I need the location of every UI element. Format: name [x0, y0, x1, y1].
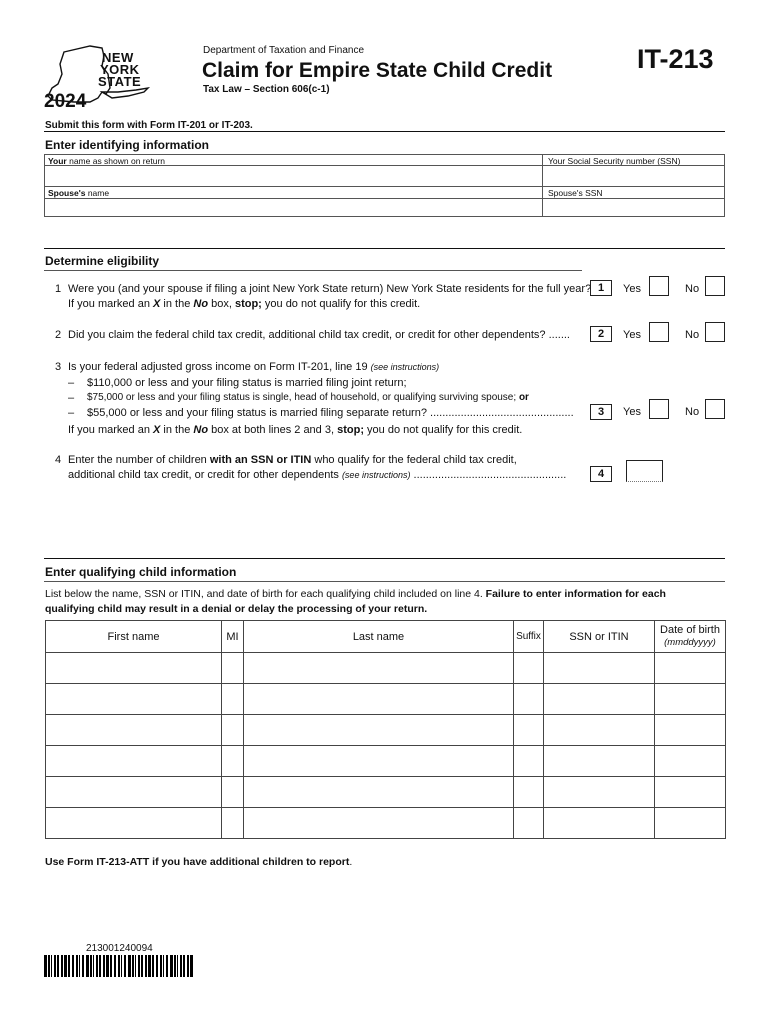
header-divider: [44, 131, 725, 132]
nys-logo: [44, 44, 154, 112]
barcode-bar: [64, 955, 67, 977]
child-mi-field[interactable]: [222, 661, 243, 676]
child-dob-field[interactable]: [655, 661, 725, 676]
spouse-name-field[interactable]: [47, 199, 541, 216]
q4-number: 4: [55, 454, 62, 466]
table-row: [46, 777, 726, 808]
col-mi: MI: [222, 621, 244, 653]
child-first-name-field[interactable]: [46, 661, 221, 676]
barcode-bar: [96, 955, 98, 977]
children-table: [45, 620, 726, 839]
children-table-header: [46, 621, 726, 653]
q3-bullet-3: $55,000 or less and your filing status is married filing separate return? ...............................................: [87, 407, 574, 419]
barcode-bar: [82, 955, 84, 977]
barcode-bar: [72, 955, 74, 977]
barcode-bar: [180, 955, 182, 977]
barcode-bar: [145, 955, 147, 977]
q3-bullet-1-dash: –: [68, 377, 75, 389]
barcode-bar: [68, 955, 70, 977]
q2-no-label: No: [685, 329, 700, 341]
form-title: Claim for Empire State Child Credit: [202, 59, 553, 82]
col-suffix: Suffix: [514, 621, 544, 653]
eligibility-section-title: Determine eligibility: [45, 254, 160, 268]
q1-text: Were you (and your spouse if filing a joint New York State return) New York State residents for the full year?: [68, 283, 592, 295]
q3-bullet-2-dash: –: [68, 392, 75, 404]
child-last-name-field[interactable]: [244, 692, 513, 707]
form-number: IT-213: [637, 44, 714, 74]
children-instructions-line1: List below the name, SSN or ITIN, and date of birth for each qualifying child included on line 4. Failure to enter information for each: [45, 588, 666, 600]
child-mi-field[interactable]: [222, 692, 243, 707]
child-ssn-field[interactable]: [544, 692, 654, 707]
barcode-bar: [106, 955, 109, 977]
col-dob: Date of birth (mmddyyyy): [655, 621, 726, 653]
barcode-bar: [51, 955, 52, 977]
q2-yes-checkbox[interactable]: [649, 322, 669, 342]
children-top-divider: [44, 558, 725, 559]
q1-number: 1: [55, 283, 62, 295]
child-mi-field[interactable]: [222, 785, 243, 800]
logo-text-new: NEW: [102, 50, 134, 65]
q1-note: If you marked an X in the No box, stop; you do not qualify for this credit.: [68, 298, 421, 310]
child-ssn-field[interactable]: [544, 661, 654, 676]
children-instructions-line2: qualifying child may result in a denial or delay the processing of your return.: [45, 603, 428, 615]
q3-no-label: No: [685, 406, 700, 418]
barcode-bar: [61, 955, 63, 977]
child-mi-field[interactable]: [222, 816, 243, 831]
barcode-bar: [48, 955, 50, 977]
barcode-bar: [44, 955, 47, 977]
submit-note: Submit this form with Form IT-201 or IT-203.: [45, 120, 253, 131]
q1-yes-checkbox[interactable]: [649, 276, 669, 296]
col-first-name: First name: [46, 621, 222, 653]
child-ssn-field[interactable]: [544, 785, 654, 800]
primary-row-divider: [44, 165, 725, 166]
q2-no-checkbox[interactable]: [705, 322, 725, 342]
your-name-field[interactable]: [47, 167, 541, 186]
barcode-bar: [152, 955, 154, 977]
department-name: Department of Taxation and Finance: [203, 45, 365, 56]
additional-children-note: Use Form IT-213-ATT if you have additional children to report.: [45, 856, 353, 868]
child-ssn-field[interactable]: [544, 816, 654, 831]
child-dob-field[interactable]: [655, 816, 725, 831]
line-1-box: 1: [590, 280, 612, 296]
barcode-bar: [174, 955, 176, 977]
barcode-bar: [124, 955, 126, 977]
q4-children-count-field[interactable]: [626, 460, 663, 482]
barcode-bar: [183, 955, 185, 977]
barcode-bar: [110, 955, 112, 977]
child-last-name-field[interactable]: [244, 661, 513, 676]
barcode-bar: [190, 955, 193, 977]
your-ssn-field[interactable]: [547, 167, 722, 186]
q3-bullet-1: $110,000 or less and your filing status is married filing joint return;: [87, 377, 407, 389]
barcode-bar: [93, 955, 94, 977]
barcode-bar: [163, 955, 164, 977]
barcode-bar: [160, 955, 162, 977]
q2-number: 2: [55, 329, 62, 341]
spouse-name-label: Spouse's name: [48, 188, 110, 198]
child-suffix-field[interactable]: [514, 692, 543, 707]
children-title-underline: [44, 581, 725, 582]
q3-note: If you marked an X in the No box at both lines 2 and 3, stop; you do not qualify for this credit.: [68, 424, 523, 436]
table-row: [46, 684, 726, 715]
your-name-label: Your name as shown on return: [48, 156, 166, 166]
spouse-ssn-field[interactable]: [547, 199, 722, 216]
barcode-bar: [54, 955, 56, 977]
logo-text-state: STATE: [98, 74, 142, 89]
q1-no-label: No: [685, 283, 700, 295]
q3-no-checkbox[interactable]: [705, 399, 725, 419]
child-first-name-field[interactable]: [46, 754, 221, 769]
table-row: [46, 715, 726, 746]
child-dob-field[interactable]: [655, 785, 725, 800]
line-2-box: 2: [590, 326, 612, 342]
barcode-bar: [103, 955, 105, 977]
child-last-name-field[interactable]: [244, 754, 513, 769]
child-first-name-field[interactable]: [46, 692, 221, 707]
q3-number: 3: [55, 361, 62, 373]
child-suffix-field[interactable]: [514, 723, 543, 738]
child-dob-field[interactable]: [655, 754, 725, 769]
barcode-bar: [57, 955, 59, 977]
barcode-bar: [114, 955, 116, 977]
table-row: [46, 746, 726, 777]
barcode-bar: [76, 955, 78, 977]
q3-bullet-2: $75,000 or less and your filing status is single, head of household, or qualifying surviving spouse; or: [87, 392, 529, 403]
child-last-name-field[interactable]: [244, 723, 513, 738]
barcode-bar: [79, 955, 80, 977]
barcode-bar: [138, 955, 140, 977]
child-mi-field[interactable]: [222, 754, 243, 769]
line-4-box: 4: [590, 466, 612, 482]
spouse-row: [44, 186, 725, 217]
barcode-bar: [166, 955, 168, 977]
child-ssn-field[interactable]: [544, 754, 654, 769]
q2-yes-label: Yes: [623, 329, 641, 341]
children-section-title: Enter qualifying child information: [45, 565, 237, 579]
spouse-row-divider: [44, 198, 725, 199]
barcode-bar: [148, 955, 151, 977]
identifying-section-title: Enter identifying information: [45, 138, 209, 152]
child-suffix-field[interactable]: [514, 816, 543, 831]
line-3-box: 3: [590, 404, 612, 420]
barcode-bar: [141, 955, 143, 977]
barcode: [44, 955, 196, 977]
barcode-bar: [132, 955, 134, 977]
q3-yes-checkbox[interactable]: [649, 399, 669, 419]
logo-text-york: YORK: [100, 62, 140, 77]
child-suffix-field[interactable]: [514, 754, 543, 769]
barcode-bar: [177, 955, 178, 977]
child-dob-field[interactable]: [655, 692, 725, 707]
child-dob-field[interactable]: [655, 723, 725, 738]
child-first-name-field[interactable]: [46, 816, 221, 831]
child-ssn-field[interactable]: [544, 723, 654, 738]
tax-year: 2024: [44, 91, 87, 112]
child-mi-field[interactable]: [222, 723, 243, 738]
barcode-bar: [170, 955, 173, 977]
barcode-bar: [156, 955, 158, 977]
barcode-bar: [99, 955, 101, 977]
q3-yes-label: Yes: [623, 406, 641, 418]
eligibility-top-divider: [44, 248, 725, 249]
child-suffix-field[interactable]: [514, 785, 543, 800]
q1-no-checkbox[interactable]: [705, 276, 725, 296]
barcode-bar: [121, 955, 122, 977]
child-suffix-field[interactable]: [514, 661, 543, 676]
barcode-bar: [128, 955, 131, 977]
barcode-number: 213001240094: [86, 943, 153, 954]
child-first-name-field[interactable]: [46, 785, 221, 800]
form-subtitle: Tax Law – Section 606(c-1): [203, 84, 330, 95]
table-row: [46, 653, 726, 684]
q1-yes-label: Yes: [623, 283, 641, 295]
primary-taxpayer-row: [44, 154, 725, 187]
child-last-name-field[interactable]: [244, 816, 513, 831]
barcode-bar: [118, 955, 120, 977]
table-row: [46, 808, 726, 839]
col-ssn-itin: SSN or ITIN: [544, 621, 655, 653]
q3-text: Is your federal adjusted gross income on Form IT-201, line 19 (see instructions): [68, 361, 440, 373]
eligibility-title-underline: [44, 270, 582, 271]
your-ssn-label: Your Social Security number (SSN): [548, 156, 681, 166]
q4-text-line1: Enter the number of children with an SSN or ITIN who qualify for the federal child tax credit,: [68, 454, 517, 466]
barcode-bar: [86, 955, 89, 977]
q2-text: Did you claim the federal child tax credit, additional child tax credit, or credit for other dependents? .......: [68, 329, 570, 341]
barcode-bar: [187, 955, 189, 977]
child-first-name-field[interactable]: [46, 723, 221, 738]
spouse-ssn-label: Spouse's SSN: [548, 188, 603, 198]
col-last-name: Last name: [244, 621, 514, 653]
barcode-bar: [90, 955, 92, 977]
q4-text-line2: additional child tax credit, or credit for other dependents (see instructions) ..................................................: [68, 469, 567, 481]
child-last-name-field[interactable]: [244, 785, 513, 800]
q3-bullet-3-dash: –: [68, 407, 75, 419]
barcode-bar: [135, 955, 136, 977]
